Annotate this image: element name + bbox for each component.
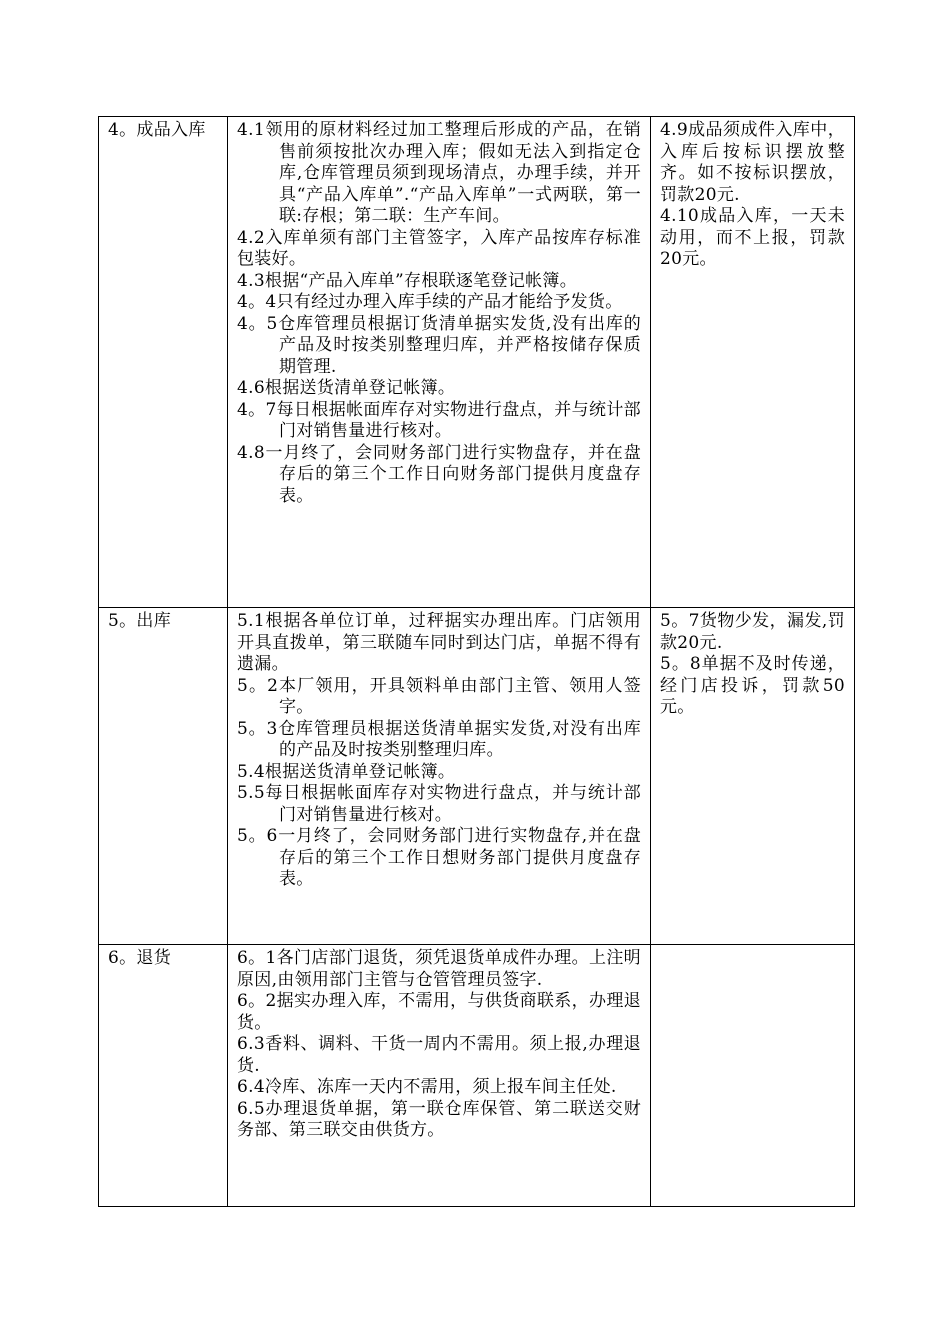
procedure-item: 4.8一月终了，会同财务部门进行实物盘存，并在盘存后的第三个工作日向财务部门提供月度盘存表。 (237, 442, 641, 506)
procedures-cell (228, 117, 651, 608)
rules-table (98, 116, 855, 1207)
section-cell (99, 117, 228, 608)
procedure-item: 5.1根据各单位订单，过秤据实办理出库。门店领用开具直拨单，第三联随车同时到达门店，单据不得有遗漏。 (237, 611, 641, 674)
penalties-cell (651, 117, 855, 608)
table-row (99, 117, 855, 608)
procedure-item: 6。2据实办理入库，不需用，与供货商联系，办理退货。 (237, 991, 641, 1033)
procedure-item: 4.2入库单须有部门主管签字，入库产品按库存标准包装好。 (237, 227, 641, 269)
procedure-item: 4.1领用的原材料经过加工整理后形成的产品，在销售前须按批次办理入库；假如无法入到指定仓库,仓库管理员须到现场清点，办理手续，并开具“产品入库单”.“产品入库单”一式两联，第一联:存根；第二联：生产车间。 (237, 120, 641, 226)
procedure-item: 4。5仓库管理员根据订货清单据实发货,没有出库的产品及时按类别整理归库，并严格按储存保质期管理. (237, 313, 641, 377)
table-row (99, 608, 855, 945)
penalties-cell (651, 608, 855, 945)
procedure-item: 5.4根据送货清单登记帐簿。 (237, 761, 456, 782)
table-row (99, 945, 855, 1207)
procedure-item: 6.4冷库、冻库一天内不需用，须上报车间主任处. (237, 1077, 617, 1097)
procedure-item: 4.6根据送货清单登记帐簿。 (237, 378, 456, 398)
procedures-cell (228, 608, 651, 945)
penalties-cell (651, 945, 855, 1207)
penalty-item: 5。8单据不及时传递，经门店投诉，罚款50元。 (660, 654, 845, 717)
procedure-item: 5。6一月终了，会同财务部门进行实物盘存,并在盘存后的第三个工作日想财务部门提供月度盘存表。 (237, 826, 641, 889)
procedure-item: 6.5办理退货单据，第一联仓库保管、第二联送交财务部、第三联交由供货方。 (237, 1098, 641, 1140)
penalty-item: 5。7货物少发，漏发,罚款20元. (660, 611, 845, 653)
procedure-item: 4。7每日根据帐面库存对实物进行盘点，并与统计部门对销售量进行核对。 (237, 399, 641, 441)
penalty-item: 4.10成品入库，一天未动用，而不上报，罚款20元。 (660, 206, 845, 269)
procedure-item: 5.5每日根据帐面库存对实物进行盘点，并与统计部门对销售量进行核对。 (237, 783, 641, 825)
section-title: 5。出库 (108, 611, 172, 631)
procedure-item: 5。2本厂领用，开具领料单由部门主管、领用人签字。 (237, 675, 641, 717)
section-cell (99, 608, 228, 945)
procedure-item: 4.3根据“产品入库单”存根联逐笔登记帐簿。 (237, 270, 578, 291)
section-cell (99, 945, 228, 1207)
procedures-cell (228, 945, 651, 1207)
procedure-item: 6。1各门店部门退货，须凭退货单成件办理。上注明原因,由领用部门主管与仓管管理员签字. (237, 948, 641, 990)
procedure-item: 5。3仓库管理员根据送货清单据实发货,对没有出库的产品及时按类别整理归库。 (237, 718, 641, 760)
section-title: 6。退货 (108, 948, 172, 968)
procedure-item: 6.3香料、调料、干货一周内不需用。须上报,办理退货. (237, 1034, 641, 1076)
penalty-item: 4.9成品须成件入库中，入库后按标识摆放整齐。如不按标识摆放，罚款20元. (660, 120, 845, 205)
procedure-item: 4。4只有经过办理入库手续的产品才能给予发货。 (237, 292, 623, 312)
section-title: 4。成品入库 (108, 120, 206, 140)
